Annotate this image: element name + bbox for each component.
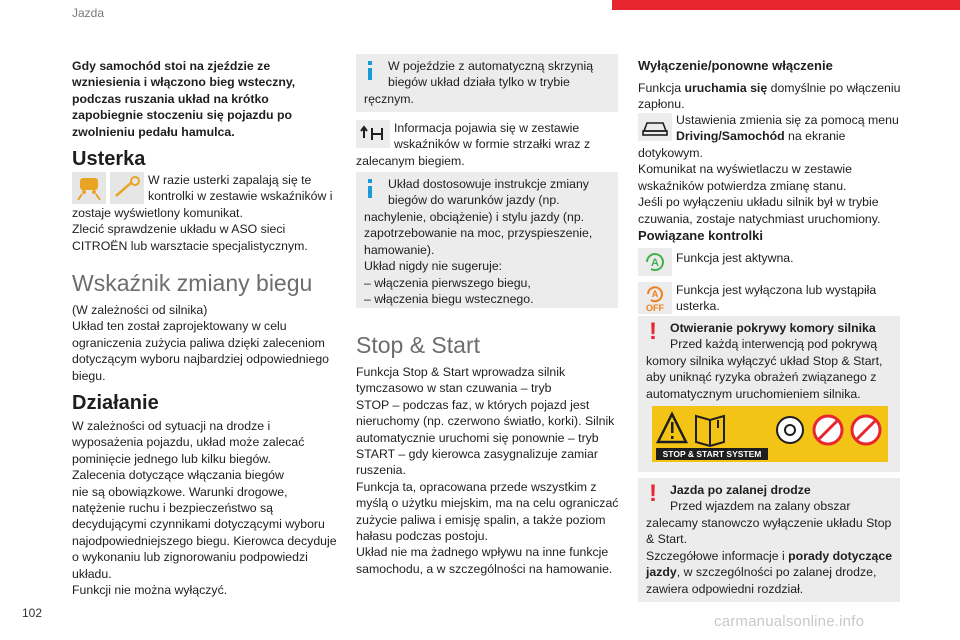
intro-line: zapobiegnie stoczeniu się pojazdu po	[72, 108, 292, 123]
text-line: tymczasowo w stan czuwania – tryb	[356, 381, 552, 396]
auto-active-icon	[638, 248, 672, 276]
stop-start-text	[356, 364, 618, 577]
text-line: najodpowiedniejszego biegu. Kierowca decyduje	[72, 533, 337, 548]
intro-line: wzniesienia i włączono bieg wsteczny,	[72, 75, 296, 90]
text-line: Szczegółowe informacje i porady dotyczące	[646, 548, 893, 563]
text-line: biegu.	[72, 368, 106, 383]
text-line: Komunikat na wyświetlaczu w zestawie	[638, 162, 852, 177]
lane-warning-icon	[72, 172, 106, 204]
note-text-top	[388, 176, 589, 209]
note-text-bottom	[364, 91, 414, 107]
text-line: Układ ten został zaprojektowany w celu	[72, 319, 287, 334]
text-line: Funkcja ta, opracowana przede wszystkim z	[356, 479, 597, 494]
usterka-text-bottom	[72, 205, 308, 254]
text-line: wyposażenia pojazdu, układ może zalecać	[72, 435, 305, 450]
text-line: aby uniknąć ryzyka obrażeń związanego z	[646, 370, 877, 385]
text-line: Zlecić sprawdzenie układu w ASO sieci	[72, 222, 286, 237]
text-line: dotyczącym wyboru najbardziej odpowiedniego	[72, 352, 330, 367]
text-line: ruszenia.	[356, 463, 406, 478]
wylaczenie-intro	[638, 80, 900, 113]
text-line: hamowanie).	[364, 242, 435, 257]
accent-bar	[612, 0, 960, 10]
powiazane-heading: Powiązane kontrolki	[638, 228, 763, 243]
section-title: Jazda	[72, 6, 105, 20]
text-line: zostaje wyświetlony komunikat.	[72, 206, 243, 220]
warning-text-top	[670, 320, 877, 353]
text-line: Układ dostosowuje instrukcje zmiany	[388, 177, 589, 191]
text-line: Funkcja Stop & Start wprowadza silnik	[356, 365, 566, 379]
text-line: W pojeździe z automatyczną skrzynią	[388, 59, 594, 73]
wrench-warning-icon	[110, 172, 144, 204]
text-line: o wykonaniu lub zignorowaniu podpowiedzi	[72, 550, 308, 565]
text-line: Funkcja uruchamia się domyślnie po włączeniu	[638, 81, 901, 95]
info-icon	[368, 186, 372, 198]
text-line: dotykowym.	[638, 146, 703, 160]
text-line: Przed każdą interwencją pod pokrywą	[670, 337, 878, 352]
watermark: carmanualsonline.info	[714, 613, 865, 630]
dzialanie-heading: Działanie	[72, 392, 159, 414]
text-line: pominięcie jednego lub kilku biegów.	[72, 451, 271, 466]
label-text: STOP & START SYSTEM	[662, 449, 762, 459]
text-line: Jazda po zalanej drodze	[670, 483, 811, 497]
text-line: W razie usterki zapalają się te	[148, 173, 312, 187]
text-line: decydującymi czynnikami dotyczącymi wyboru	[72, 517, 325, 532]
text-line: Zalecenia dotyczące włączania biegów	[72, 468, 284, 483]
text-line: nieruchomy (np. czerwono światło, korki). Silnik	[356, 414, 615, 429]
text-line: hałasu podczas postoju.	[356, 529, 488, 544]
svg-text:A: A	[651, 257, 659, 269]
gear-arrow-icon	[356, 120, 390, 148]
text-line: czuwania, zostaje natychmiast uruchomiony.	[638, 211, 881, 226]
text-line: automatycznie uruchomi się ponownie – tryb	[356, 430, 599, 445]
text-line: zapotrzebowanie na moc, przyspieszenie,	[364, 226, 593, 241]
info-text-top	[394, 120, 590, 153]
text-line: START – gdy kierowca zasygnalizuje zamiar	[356, 447, 598, 462]
intro-line: Gdy samochód stoi na zjeździe ze	[72, 59, 271, 73]
text-line: zalecanym biegiem.	[356, 154, 465, 168]
text-line: komory silnika wyłączyć układ Stop & Start,	[646, 354, 883, 368]
info-text-bottom	[356, 153, 465, 169]
automatic-gearbox-note	[356, 54, 618, 112]
text-line: CITROËN lub warsztacie specjalistycznym.	[72, 238, 308, 253]
gear-advice-note	[356, 172, 618, 308]
text-line: jazdy, w szczególności po zalanej drodze,	[646, 565, 877, 580]
text-line: wskaźników w formie strzałki wraz z	[394, 137, 591, 152]
text-line: ograniczenia zużycia paliwa dzięki zaleceniom	[72, 335, 325, 350]
text-line: STOP – podczas faz, w których pojazd jest	[356, 397, 590, 412]
text-line: Otwieranie pokrywy komory silnika	[670, 321, 876, 335]
svg-text:OFF: OFF	[646, 303, 664, 313]
car-settings-icon	[638, 113, 672, 141]
text-line: Ustawienia zmienia się za pomocą menu	[676, 113, 899, 127]
wylaczenie-icon-text	[676, 112, 899, 145]
usterka-heading: Usterka	[72, 148, 146, 170]
text-line: układu.	[72, 566, 112, 581]
text-line: Układ nigdy nie sugeruje:	[364, 259, 503, 274]
wylaczenie-text	[638, 145, 880, 227]
usterka-text-top	[148, 172, 333, 205]
text-line: (W zależności od silnika)	[72, 303, 208, 317]
text-line: wskaźników potwierdza zmianę stanu.	[638, 178, 847, 193]
intro-line: zwolnieniu pedału hamulca.	[72, 124, 235, 139]
stop-start-label-image	[652, 406, 888, 462]
text-line: kontrolki w zestawie wskaźników i	[148, 189, 333, 204]
text-line: Przed wjazdem na zalany obszar	[670, 499, 851, 514]
text-line: Informacja pojawia się w zestawie	[394, 121, 580, 135]
text-line: myślą o użytku miejskim, ma na celu ograniczać	[356, 496, 619, 511]
intro-line: podczas ruszania układ na krótko	[72, 91, 269, 106]
text-line: Funkcja jest wyłączona lub wystąpiła	[676, 283, 877, 297]
text-line: biegów układ działa tylko w trybie	[388, 75, 570, 90]
text-line: & Start.	[646, 532, 688, 547]
text-line: nachylenie, obciążenie) i stylu jazdy (np.	[364, 210, 585, 224]
text-line: Funkcji nie można wyłączyć.	[72, 583, 228, 598]
note-text-bottom	[364, 209, 592, 307]
text-line: zapłonu.	[638, 97, 685, 112]
k2-text	[676, 282, 876, 315]
text-line: ręcznym.	[364, 92, 414, 106]
dzialanie-text	[72, 418, 337, 598]
gear-indicator-heading: Wskaźnik zmiany biegu	[72, 270, 313, 296]
text-line: nie są obowiązkowe. Warunki drogowe,	[72, 484, 288, 499]
auto-off-icon	[638, 282, 672, 314]
wylaczenie-heading: Wyłączenie/ponowne włączenie	[638, 58, 833, 73]
text-line: zawiera odpowiedni rozdział.	[646, 581, 804, 596]
gear-indicator-text	[72, 302, 329, 384]
text-line: zalecamy stanowczo wyłączenie układu Stop	[646, 516, 892, 530]
text-line: samochodu, a w szczególności na hamowanie.	[356, 561, 613, 576]
note-text-top	[388, 58, 593, 91]
svg-text:A: A	[651, 289, 659, 299]
warning-text-bottom	[646, 515, 892, 597]
text-line: Jeśli po wyłączeniu układu silnik był w trybie	[638, 195, 879, 210]
text-line: usterka.	[676, 299, 720, 314]
text-line: W zależności od sytuacji na drodze i	[72, 419, 271, 433]
warning-text-bottom	[646, 353, 882, 402]
intro-text	[72, 58, 295, 140]
text-line: biegów do warunków jazdy (np.	[388, 193, 560, 208]
text-line: – włączenia biegu wstecznego.	[364, 292, 534, 307]
warning-icon: !	[649, 318, 657, 345]
info-icon	[368, 68, 372, 80]
text-line: natężenie ruchu i bezpieczeństwo są	[72, 501, 273, 516]
warning-text-top	[670, 482, 850, 515]
page-number: 102	[22, 606, 43, 620]
text-line: Układ nie ma żadnego wpływu na inne funkcje	[356, 545, 609, 560]
text-line: Driving/Samochód na ekranie	[676, 129, 846, 144]
engine-hood-warning	[638, 316, 900, 472]
text-line: – włączenia pierwszego biegu,	[364, 275, 531, 290]
stop-start-heading: Stop & Start	[356, 332, 481, 358]
text-line: Funkcja jest aktywna.	[676, 251, 794, 265]
flooded-road-warning	[638, 478, 900, 602]
warning-icon: !	[649, 480, 657, 507]
text-line: zużycie paliwa i emisję spalin, a także poziom	[356, 512, 606, 527]
text-line: automatycznym uruchomieniem silnika.	[646, 386, 861, 401]
k1-text	[676, 250, 794, 266]
